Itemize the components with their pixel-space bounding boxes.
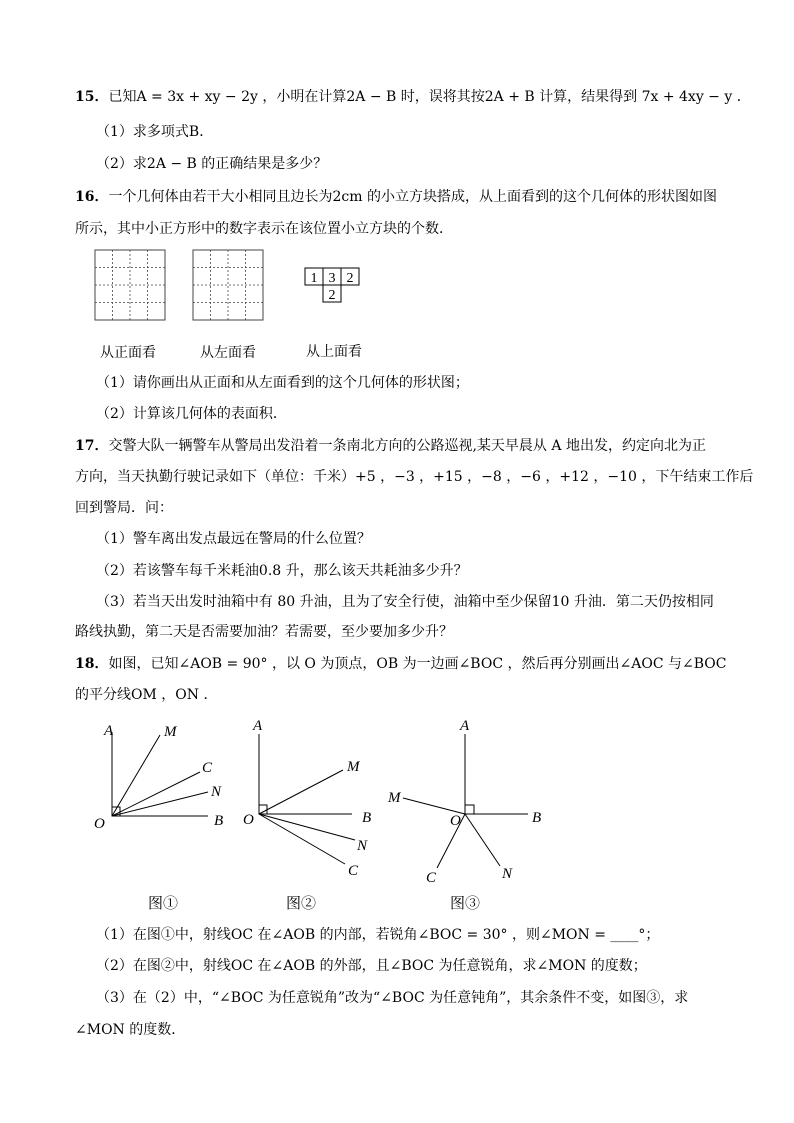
fig1-label-A: A — [104, 723, 114, 739]
fig3-label-O: O — [450, 813, 461, 829]
q18-figures — [0, 710, 794, 910]
q18-part2: （2）在图②中，射线OC 在∠AOB 的外部，且∠BOC 为任意锐角，求∠MON 的度数； — [96, 958, 647, 974]
q16-stem — [75, 187, 717, 207]
fig3-label-N: N — [502, 866, 513, 882]
q17-number: 17． — [75, 438, 109, 454]
fig1-label-B: B — [214, 813, 224, 829]
top-view-cell: 2 — [346, 271, 354, 286]
q15-part1: （1）求多项式B． — [96, 124, 214, 140]
q17-text-2: 方向，当天执勤行驶记录如下（单位：千米）+5 ，−3 ，+15 ，−8 ，−6 ，+12 ，−10 ，下午结束工作后 — [75, 469, 754, 485]
q15-part2: （2）求2A − B 的正确结果是多少？ — [96, 156, 328, 172]
q17-text-3: 回到警局．问： — [75, 500, 173, 516]
q16-text-2: 所示，其中小正方形中的数字表示在该位置小立方块的个数． — [75, 221, 453, 237]
fig2-label-A: A — [253, 718, 263, 734]
top-view-cell: 2 — [328, 288, 336, 303]
q17-text-1: 交警大队一辆警车从警局出发沿着一条南北方向的公路巡视,某天早晨从 A 地出发，约定向北为正 — [108, 438, 706, 454]
q18-stem — [75, 654, 726, 674]
q15-number: 15． — [75, 89, 109, 105]
q18-text-2: 的平分线OM ，ON ． — [75, 687, 218, 703]
q16-number: 16． — [75, 189, 109, 205]
q18-part3a: （3）在（2）中，“∠BOC 为任意锐角”改为“∠BOC 为任意钝角”，其余条件不变，如图③，求 — [96, 990, 689, 1006]
fig1-label-C: C — [202, 760, 213, 776]
fig3-label-B: B — [532, 810, 542, 826]
fig1-label-M: M — [164, 724, 177, 740]
fig2-label-M: M — [347, 759, 360, 775]
fig1-label-N: N — [211, 784, 222, 800]
fig3-label-A: A — [460, 718, 470, 734]
q16-text-1: 一个几何体由若干大小相同且边长为2cm 的小立方块搭成，从上面看到的这个几何体的形状图如图 — [108, 189, 717, 205]
fig2-label-C: C — [348, 863, 359, 879]
figure-2 — [259, 734, 355, 864]
top-view-cell: 3 — [328, 271, 336, 286]
caption-fig1: 图① — [148, 894, 179, 912]
caption-top: 从上面看 — [306, 344, 362, 360]
q17-part2: （2）若该警车每千米耗油0.8 升，那么该天共耗油多少升？ — [96, 563, 468, 579]
fig3-label-M: M — [388, 790, 401, 806]
q18-part3b: ∠MON 的度数． — [75, 1022, 186, 1038]
fig2-label-B: B — [362, 810, 372, 826]
q16-part1: （1）请你画出从正面和从左面看到的这个几何体的形状图； — [96, 375, 469, 391]
q15-stem — [75, 87, 751, 107]
left-view-grid — [193, 250, 263, 320]
front-view-grid — [95, 250, 165, 320]
top-view-cell: 1 — [310, 271, 318, 286]
q16-part2: （2）计算该几何体的表面积． — [96, 406, 287, 422]
q17-part3a: （3）若当天出发时油箱中有 80 升油，且为了安全行使，油箱中至少保留10 升油．第二天仍按相同 — [96, 594, 714, 610]
q17-stem — [75, 436, 706, 456]
caption-left: 从左面看 — [200, 345, 256, 361]
q15-text: 已知A = 3x + xy − 2y ，小明在计算2A − B 时，误将其按2A + B 计算，结果得到 7x + 4xy − y ． — [108, 89, 751, 105]
fig3-label-C: C — [426, 870, 437, 886]
figure-1 — [112, 732, 208, 816]
q17-part3b: 路线执勤，第二天是否需要加油？若需要，至少要加多少升？ — [75, 624, 453, 640]
figure-3 — [403, 734, 528, 868]
q18-part1: （1）在图①中，射线OC 在∠AOB 的内部，若锐角∠BOC = 30° ，则∠MON = ____°； — [96, 927, 660, 943]
q17-part1: （1）警车离出发点最远在警局的什么位置？ — [96, 531, 371, 547]
q18-number: 18． — [75, 656, 109, 672]
fig2-label-N: N — [357, 838, 368, 854]
caption-fig3: 图③ — [450, 894, 481, 912]
fig2-label-O: O — [243, 812, 254, 828]
caption-front: 从正面看 — [100, 345, 156, 361]
caption-fig2: 图② — [286, 894, 317, 912]
q18-text-1: 如图，已知∠AOB = 90° ，以 O 为顶点，OB 为一边画∠BOC ，然后再分别画出∠AOC 与∠BOC — [108, 656, 727, 672]
fig1-label-O: O — [94, 816, 105, 832]
